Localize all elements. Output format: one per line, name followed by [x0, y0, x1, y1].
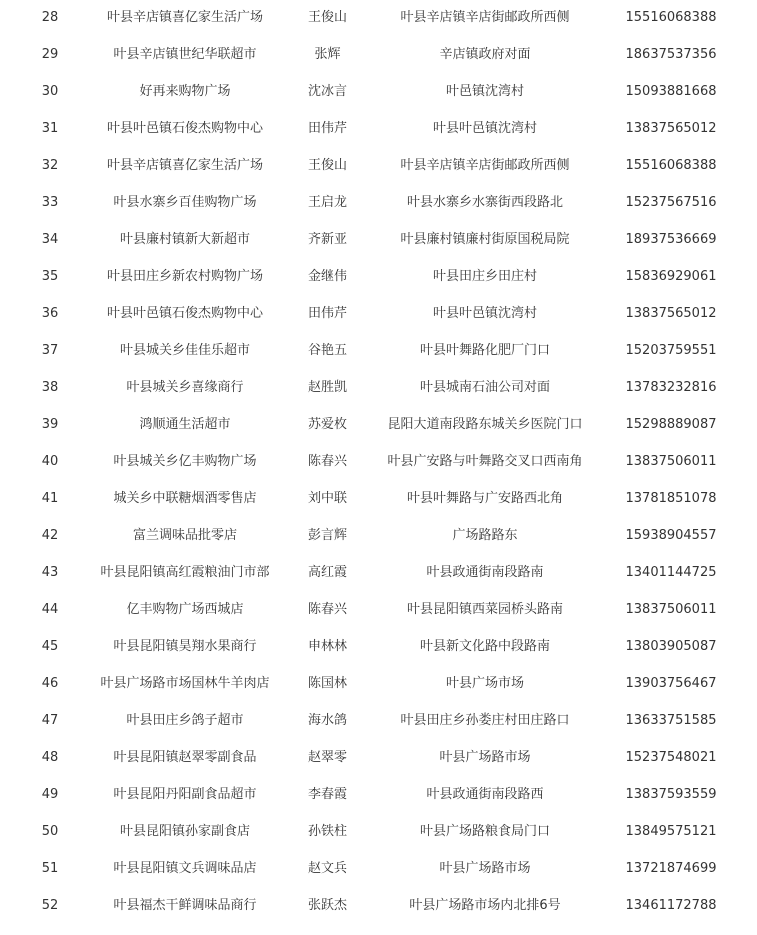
store-address: 叶县广场路市场内北排6号	[409, 898, 561, 913]
store-name: 叶县叶邑镇石俊杰购物中心	[106, 121, 263, 136]
store-address: 叶县叶舞路化肥厂门口	[419, 343, 550, 358]
table-row	[0, 850, 757, 887]
store-name: 叶县辛店镇喜亿家生活广场	[106, 10, 263, 25]
phone-number: 13803905087	[625, 639, 717, 654]
store-name: 叶县昆阳镇高红霞粮油门市部	[100, 565, 270, 580]
phone-number: 18937536669	[625, 232, 717, 247]
store-name: 叶县田庄乡鸽子超市	[126, 713, 244, 728]
contact-person: 赵文兵	[307, 861, 347, 876]
phone-number: 13721874699	[625, 861, 717, 876]
store-name: 叶县昆阳镇孙家副食店	[119, 824, 250, 839]
store-name: 叶县城关乡佳佳乐超市	[119, 343, 250, 358]
contact-person: 谷艳五	[307, 343, 347, 358]
store-name: 叶县广场路市场国林牛羊肉店	[100, 676, 270, 691]
store-address: 叶县政通街南段路西	[426, 787, 544, 802]
row-number: 39	[41, 417, 59, 432]
contact-person: 张辉	[314, 47, 341, 62]
store-address: 广场路路东	[452, 528, 518, 543]
row-number: 33	[41, 195, 59, 210]
store-address: 叶县辛店镇辛店街邮政所西侧	[400, 158, 570, 173]
table-row	[0, 665, 757, 702]
table-row	[0, 184, 757, 221]
contact-person: 海水鸽	[307, 713, 347, 728]
row-number: 43	[41, 565, 59, 580]
store-name: 叶县辛店镇喜亿家生活广场	[106, 158, 263, 173]
contact-person: 王俊山	[307, 10, 347, 25]
row-number: 37	[41, 343, 59, 358]
phone-number: 13837506011	[625, 602, 717, 617]
row-number: 36	[41, 306, 59, 321]
phone-number: 13837506011	[625, 454, 717, 469]
phone-number: 15298889087	[625, 417, 717, 432]
contact-person: 申林林	[307, 639, 347, 654]
store-name: 叶县田庄乡新农村购物广场	[106, 269, 263, 284]
row-number: 45	[41, 639, 59, 654]
table-row	[0, 628, 757, 665]
store-address: 叶县叶邑镇沈湾村	[432, 306, 537, 321]
phone-number: 13837593559	[625, 787, 717, 802]
row-number: 49	[41, 787, 59, 802]
store-address: 叶县水寨乡水寨街西段路北	[406, 195, 563, 210]
row-number: 44	[41, 602, 59, 617]
store-address: 叶县广场市场	[445, 676, 524, 691]
row-number: 41	[41, 491, 59, 506]
contact-person: 陈国林	[307, 676, 347, 691]
table-row	[0, 702, 757, 739]
store-address: 叶县叶舞路与广安路西北角	[406, 491, 563, 506]
contact-person: 金继伟	[307, 269, 347, 284]
row-number: 47	[41, 713, 59, 728]
contact-person: 赵翠零	[307, 750, 347, 765]
contact-person: 苏爱枚	[307, 417, 347, 432]
phone-number: 15203759551	[625, 343, 717, 358]
table-row	[0, 73, 757, 110]
store-address: 叶县田庄乡孙娄庄村田庄路口	[400, 713, 570, 728]
store-name: 好再来购物广场	[139, 84, 231, 99]
store-name: 叶县城关乡喜缘商行	[126, 380, 244, 395]
store-address: 叶县昆阳镇西菜园桥头路南	[406, 602, 563, 617]
phone-number: 13633751585	[625, 713, 717, 728]
store-address: 叶邑镇沈湾村	[445, 84, 524, 99]
contact-person: 王启龙	[307, 195, 347, 210]
row-number: 38	[41, 380, 59, 395]
contact-person: 沈冰言	[307, 84, 347, 99]
table-row	[0, 776, 757, 813]
contact-person: 田伟芹	[307, 121, 347, 136]
phone-number: 13849575121	[625, 824, 717, 839]
store-address: 叶县政通街南段路南	[426, 565, 544, 580]
contact-person: 张跃杰	[307, 898, 347, 913]
phone-number: 15516068388	[625, 10, 717, 25]
phone-number: 15093881668	[625, 84, 717, 99]
row-number: 46	[41, 676, 59, 691]
row-number: 52	[41, 898, 59, 913]
store-name: 叶县廉村镇新大新超市	[119, 232, 250, 247]
contact-person: 李春霞	[307, 787, 347, 802]
table-row	[0, 739, 757, 776]
row-number: 32	[41, 158, 59, 173]
contact-person: 赵胜凯	[307, 380, 347, 395]
phone-number: 13401144725	[625, 565, 717, 580]
row-number: 42	[41, 528, 59, 543]
row-number: 48	[41, 750, 59, 765]
store-name: 叶县昆阳镇文兵调味品店	[113, 861, 257, 876]
store-address: 叶县广场路市场	[439, 861, 531, 876]
store-address: 叶县广场路市场	[439, 750, 531, 765]
store-address: 叶县广安路与叶舞路交叉口西南角	[387, 454, 583, 469]
row-number: 51	[41, 861, 59, 876]
row-number: 34	[41, 232, 59, 247]
row-number: 28	[41, 10, 59, 25]
store-address: 叶县田庄乡田庄村	[432, 269, 537, 284]
row-number: 40	[41, 454, 59, 469]
contact-person: 齐新亚	[307, 232, 347, 247]
phone-number: 13783232816	[625, 380, 717, 395]
store-address: 叶县廉村镇廉村街原国税局院	[400, 232, 570, 247]
row-number: 50	[41, 824, 59, 839]
store-name: 亿丰购物广场西城店	[126, 602, 244, 617]
row-number: 31	[41, 121, 59, 136]
table-row	[0, 591, 757, 628]
table-row	[0, 443, 757, 480]
store-name: 叶县昆阳镇赵翠零副食品	[113, 750, 257, 765]
table-row	[0, 813, 757, 850]
table-row	[0, 369, 757, 406]
phone-number: 13781851078	[625, 491, 717, 506]
store-name: 叶县昆阳丹阳副食品超市	[113, 787, 257, 802]
store-name: 叶县辛店镇世纪华联超市	[113, 47, 257, 62]
phone-number: 18637537356	[625, 47, 717, 62]
contact-person: 刘中联	[307, 491, 347, 506]
contact-person: 彭言辉	[307, 528, 347, 543]
phone-number: 15938904557	[625, 528, 717, 543]
store-name: 叶县昆阳镇昊翔水果商行	[113, 639, 257, 654]
store-name: 叶县城关乡亿丰购物广场	[113, 454, 257, 469]
row-number: 35	[41, 269, 59, 284]
contact-person: 田伟芹	[307, 306, 347, 321]
phone-number: 15237567516	[625, 195, 717, 210]
table-row	[0, 147, 757, 184]
table-row	[0, 295, 757, 332]
phone-number: 13903756467	[625, 676, 717, 691]
phone-number: 15516068388	[625, 158, 717, 173]
store-address: 叶县辛店镇辛店街邮政所西侧	[400, 10, 570, 25]
store-name: 叶县福杰干鲜调味品商行	[113, 898, 257, 913]
store-address: 昆阳大道南段路东城关乡医院门口	[387, 417, 583, 432]
table-row	[0, 554, 757, 591]
store-name: 叶县叶邑镇石俊杰购物中心	[106, 306, 263, 321]
contact-person: 高红霞	[307, 565, 347, 580]
contact-person: 陈春兴	[307, 454, 347, 469]
phone-number: 15237548021	[625, 750, 717, 765]
table-row	[0, 887, 757, 924]
store-name: 富兰调味品批零店	[132, 528, 237, 543]
phone-number: 13837565012	[625, 121, 717, 136]
table-row	[0, 258, 757, 295]
store-address: 辛店镇政府对面	[439, 47, 531, 62]
table-row	[0, 332, 757, 369]
row-number: 30	[41, 84, 59, 99]
store-name: 鸿顺通生活超市	[139, 417, 231, 432]
contact-person: 王俊山	[307, 158, 347, 173]
store-address: 叶县广场路粮食局门口	[419, 824, 550, 839]
table-row	[0, 480, 757, 517]
table-row	[0, 406, 757, 443]
row-number: 29	[41, 47, 59, 62]
table-row	[0, 517, 757, 554]
table-row	[0, 36, 757, 73]
contact-person: 孙铁柱	[307, 824, 347, 839]
table-row	[0, 0, 757, 36]
store-name: 城关乡中联糖烟酒零售店	[113, 491, 257, 506]
contact-person: 陈春兴	[307, 602, 347, 617]
store-address: 叶县城南石油公司对面	[419, 380, 550, 395]
table-row	[0, 110, 757, 147]
table-row	[0, 221, 757, 258]
store-name: 叶县水寨乡百佳购物广场	[113, 195, 257, 210]
store-address: 叶县叶邑镇沈湾村	[432, 121, 537, 136]
phone-number: 13837565012	[625, 306, 717, 321]
phone-number: 13461172788	[625, 898, 717, 913]
phone-number: 15836929061	[625, 269, 717, 284]
store-address: 叶县新文化路中段路南	[419, 639, 550, 654]
